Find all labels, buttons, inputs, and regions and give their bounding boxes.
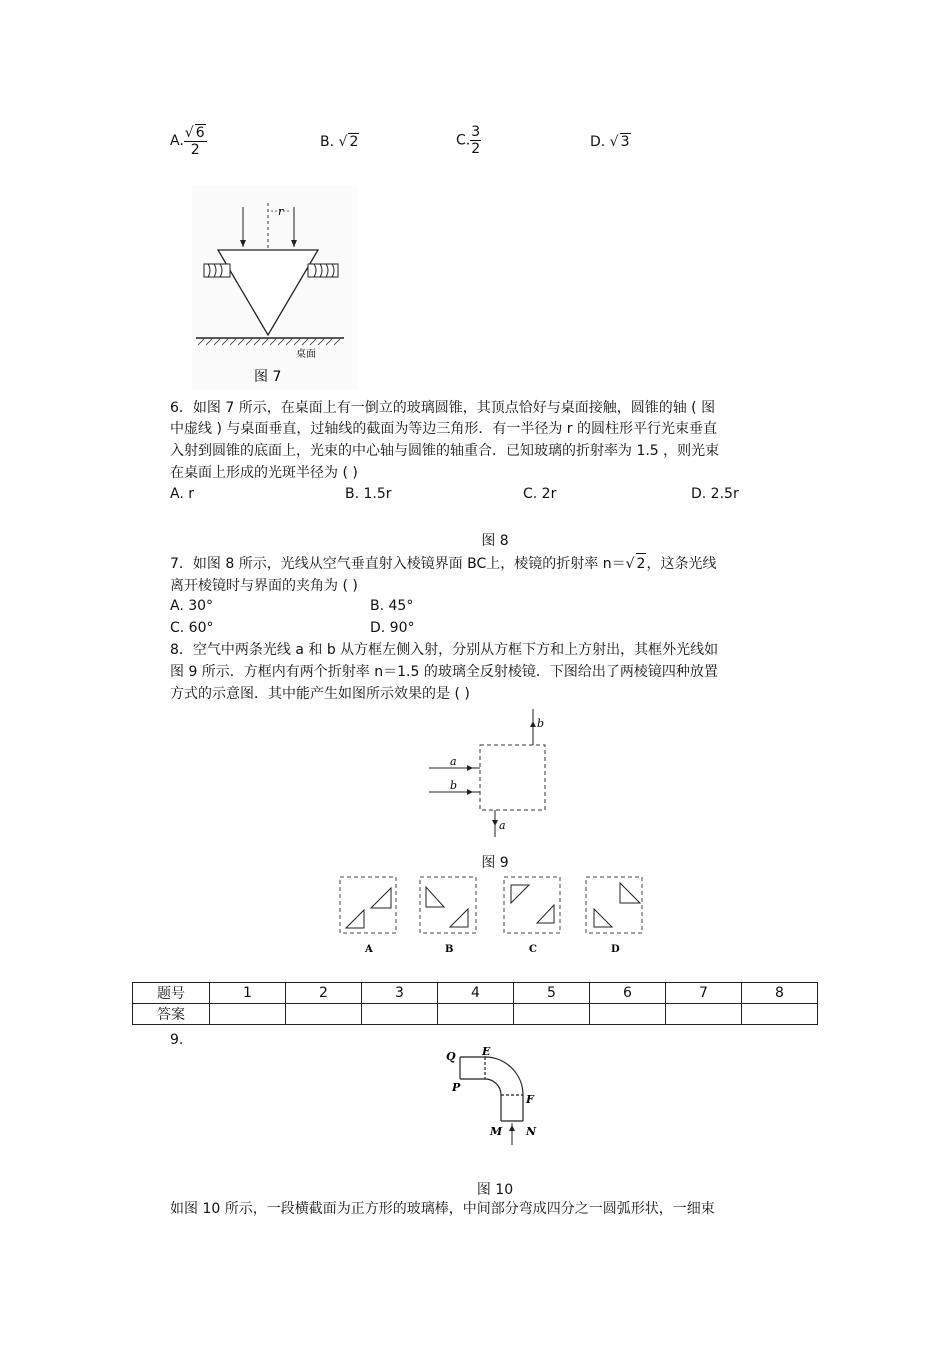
mystery-box [480, 745, 545, 810]
svg-text:b: b [537, 717, 545, 730]
table-cell: 6 [590, 983, 666, 1004]
answer-cell-6[interactable] [590, 1004, 666, 1025]
table-cell: 2 [286, 983, 362, 1004]
table-cell: 7 [666, 983, 742, 1004]
table-cell: 题号 [133, 983, 210, 1004]
q6-line-2: 中虚线 ) 与桌面垂直，过轴线的截面为等边三角形．有一半径为 r 的圆柱形平行光束垂直 [170, 421, 718, 437]
svg-text:B: B [445, 944, 454, 955]
figure-9-choices [338, 875, 650, 957]
q8-line-1: 8．空气中两条光线 a 和 b 从方框左侧入射，分别从方框下方和上方射出，其框外光线如 [170, 642, 719, 658]
answer-table-header-row [133, 983, 818, 1004]
svg-text:E: E [482, 1045, 491, 1058]
table-cell: 4 [438, 983, 514, 1004]
svg-text:a: a [450, 755, 457, 768]
q7-option-d: D. 90° [370, 620, 415, 636]
table-cell: 1 [210, 983, 286, 1004]
answer-table-answer-row [133, 1004, 818, 1025]
answer-cell-2[interactable] [286, 1004, 362, 1025]
q6-option-a: A. r [170, 486, 194, 502]
figure-8-caption: 图 8 [481, 533, 509, 549]
choice-a [340, 877, 396, 955]
figure-7-caption: 图 7 [254, 369, 282, 385]
q6-line-3: 入射到圆锥的底面上，光束的中心轴与圆锥的轴重合．已知玻璃的折射率为 1.5 ，则光束 [170, 443, 720, 459]
q5-option-c: C. $\frac{3}{2}$ [456, 124, 481, 157]
svg-text:P: P [452, 1081, 461, 1094]
table-cell: 8 [742, 983, 818, 1004]
clamp-right [308, 264, 338, 277]
q5-option-b: B. √ 2 [320, 134, 359, 150]
figure-10-caption: 图 10 [476, 1182, 514, 1198]
q6-option-d: D. 2.5r [691, 486, 739, 502]
figure-7 [192, 185, 357, 390]
table-label: 桌面 [296, 349, 316, 360]
answer-cell-7[interactable] [666, 1004, 742, 1025]
q9-text: 如图 10 所示，一段横截面为正方形的玻璃棒，中间部分弯成四分之一圆弧形状，一细束 [170, 1201, 715, 1217]
bent-glass-rod [460, 1057, 523, 1121]
answer-table [132, 982, 818, 1025]
q8-line-2: 图 9 所示．方框内有两个折射率 n＝1.5 的玻璃全反射棱镜．下图给出了两棱镜四种放置 [170, 664, 718, 680]
choice-c [504, 877, 560, 955]
answer-cell-1[interactable] [210, 1004, 286, 1025]
svg-text:A: A [365, 944, 373, 955]
table-cell: 5 [514, 983, 590, 1004]
svg-text:M: M [490, 1125, 503, 1138]
q7-option-c: C. 60° [170, 620, 214, 636]
svg-text:C: C [529, 944, 537, 955]
q6-line-4: 在桌面上形成的光斑半径为 ( ) [170, 465, 358, 481]
choice-d [586, 877, 642, 955]
q5-option-d: D. √ 3 [590, 134, 630, 150]
q6-option-c: C. 2r [523, 486, 557, 502]
q7-option-b: B. 45° [370, 598, 414, 614]
q5-option-a: A. $\frac{√ 6}{2}$ [170, 125, 205, 158]
svg-text:N: N [526, 1125, 537, 1138]
figure-10 [440, 1045, 550, 1150]
svg-text:a: a [499, 819, 506, 832]
answer-cell-8[interactable] [742, 1004, 818, 1025]
svg-text:D: D [611, 944, 620, 955]
svg-text:F: F [526, 1093, 534, 1106]
choice-b [420, 877, 476, 955]
r-label: r [278, 205, 284, 218]
answer-cell-4[interactable] [438, 1004, 514, 1025]
q6-line-1: 6．如图 7 所示，在桌面上有一倒立的玻璃圆锥，其顶点恰好与桌面接触，圆锥的轴 ( 图 [170, 400, 716, 416]
q7-line-2: 离开棱镜时与界面的夹角为 ( ) [170, 578, 358, 594]
figure-9 [425, 705, 555, 845]
answer-cell-3[interactable] [362, 1004, 438, 1025]
answer-cell-5[interactable] [514, 1004, 590, 1025]
svg-text:Q: Q [446, 1050, 456, 1063]
q6-option-b: B. 1.5r [345, 486, 392, 502]
q9-label: 9. [170, 1032, 184, 1048]
clamp-left [204, 264, 230, 277]
svg-text:b: b [450, 779, 458, 792]
table-cell: 3 [362, 983, 438, 1004]
q8-line-3: 方式的示意图．其中能产生如图所示效果的是 ( ) [170, 686, 470, 702]
figure-9-caption: 图 9 [481, 855, 509, 871]
q7-option-a: A. 30° [170, 598, 214, 614]
q7-line-1: 7．如图 8 所示，光线从空气垂直射入棱镜界面 BC上，棱镜的折射率 n＝√ 2，这条光线 [170, 553, 716, 574]
table-cell: 答案 [133, 1004, 210, 1025]
